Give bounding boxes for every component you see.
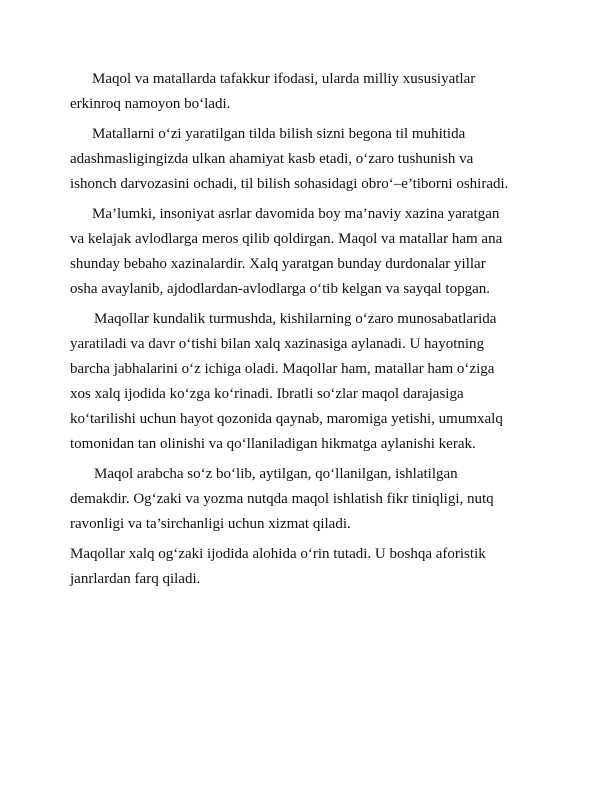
- paragraph-line: ravonligi va ta’sirchanligi uchun xizmat qiladi.: [70, 516, 351, 532]
- paragraph-line: shunday bebaho xazinalardir. Xalq yaratgan bunday durdonalar yillar: [70, 256, 486, 272]
- paragraph-line: Maqol va matallarda tafakkur ifodasi, ularda milliy xususiyatlar: [92, 71, 476, 87]
- paragraph-3: [70, 202, 546, 302]
- paragraph-line: osha avaylanib, ajdodlardan-avlodlarga o‘tib kelgan va sayqal topgan.: [70, 281, 490, 297]
- paragraph-line: ishonch darvozasini ochadi, til bilish sohasidagi obro‘–e’tiborni oshiradi.: [70, 176, 509, 192]
- paragraph-line: Maqollar xalq og‘zaki ijodida alohida o‘rin tutadi. U boshqa aforistik: [70, 546, 486, 562]
- paragraph-line: xos xalq ijodida ko‘zga ko‘rinadi. Ibratli so‘zlar maqol darajasiga: [70, 386, 464, 402]
- paragraph-line: barcha jabhalarini o‘z ichiga oladi. Maqollar ham, matallar ham o‘ziga: [70, 361, 495, 377]
- paragraph-line: yaratiladi va davr o‘tishi bilan xalq xazinasiga aylanadi. U hayotning: [70, 336, 485, 352]
- paragraph-4: [70, 307, 546, 457]
- paragraph-line: janrlardan farq qiladi.: [70, 571, 201, 587]
- paragraph-line: demakdir. Og‘zaki va yozma nutqda maqol ishlatish fikr tiniqligi, nutq: [70, 491, 494, 507]
- paragraph-line: adashmasligingizda ulkan ahamiyat kasb etadi, o‘zaro tushunish va: [70, 151, 474, 167]
- paragraph-line: Ma’lumki, insoniyat asrlar davomida boy ma’naviy xazina yaratgan: [92, 206, 500, 222]
- paragraph-line: va kelajak avlodlarga meros qilib qoldirgan. Maqol va matallar ham ana: [70, 231, 503, 247]
- paragraph-6: [70, 542, 546, 592]
- paragraph-5: [70, 462, 546, 537]
- paragraph-line: tomonidan tan olinishi va qo‘llaniladigan hikmatga aylanishi kerak.: [70, 436, 476, 452]
- paragraph-line: Matallarni o‘zi yaratilgan tilda bilish sizni begona til muhitida: [92, 126, 466, 142]
- paragraph-line: Maqollar kundalik turmushda, kishilarning o‘zaro munosabatlarida: [94, 311, 497, 327]
- paragraph-2: [70, 122, 546, 197]
- paragraph-line: ko‘tarilishi uchun hayot qozonida qaynab, maromiga yetishi, umumxalq: [70, 411, 503, 427]
- paragraph-line: erkinroq namoyon bo‘ladi.: [70, 96, 231, 112]
- paragraph-1: [70, 67, 546, 117]
- paragraph-line: Maqol arabcha so‘z bo‘lib, aytilgan, qo‘llanilgan, ishlatilgan: [94, 466, 458, 482]
